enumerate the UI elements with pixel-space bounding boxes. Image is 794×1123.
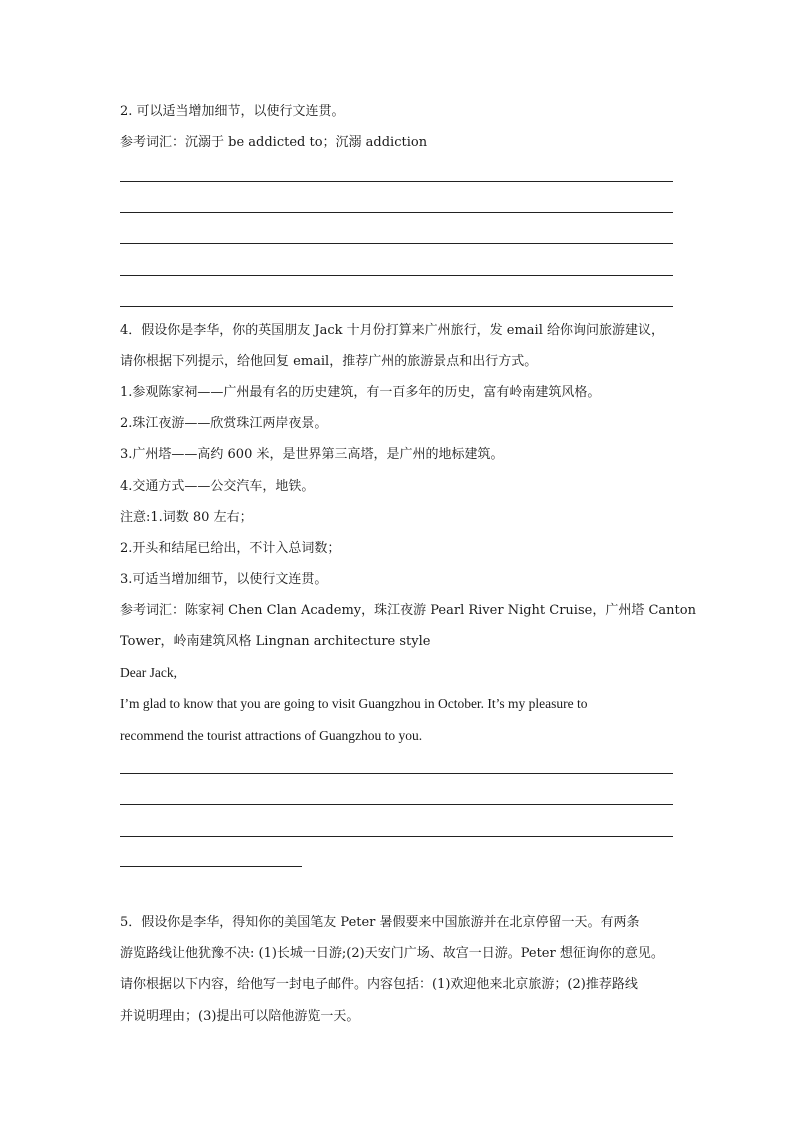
q4-tip-2: 2.珠江夜游——欣赏珠江两岸夜景。 [120,416,328,431]
answer-line [120,181,673,182]
answer-line [120,773,673,774]
q4-tip-1: 1.参观陈家祠——广州最有名的历史建筑，有一百多年的历史，富有岭南建筑风格。 [120,385,601,400]
q4-vocab-line-2: Tower，岭南建筑风格 Lingnan architecture style [120,634,431,649]
instruction-item-2: 2. 可以适当增加细节，以使行文连贯。 [120,104,345,119]
q4-note-2: 2.开头和结尾已给出，不计入总词数； [120,541,341,556]
answer-line [120,306,673,307]
q4-prompt-line-1: 4．假设你是李华，你的英国朋友 Jack 十月份打算来广州旅行，发 email 给你询问旅游建议， [120,323,665,338]
answer-line [120,243,673,244]
q5-line-4: 并说明理由；(3)提出可以陪他游览一天。 [120,1009,360,1024]
q4-tip-3: 3.广州塔——高约 600 米，是世界第三高塔，是广州的地标建筑。 [120,447,504,462]
answer-line [120,836,673,837]
q4-vocab-line-1: 参考词汇：陈家祠 Chen Clan Academy，珠江夜游 Pearl River Night Cruise，广州塔 Canton [120,603,696,618]
answer-line-short [120,866,302,867]
q4-prompt-line-2: 请你根据下列提示，给他回复 email，推荐广州的旅游景点和出行方式。 [120,354,538,369]
q5-line-1: 5．假设你是李华，得知你的美国笔友 Peter 暑假要来中国旅游并在北京停留一天。有两条 [120,915,640,930]
q4-note-1: 注意:1.词数 80 左右； [120,510,253,525]
answer-line [120,275,673,276]
letter-line-2: recommend the tourist attractions of Guangzhou to you. [120,728,423,743]
q5-line-2: 游览路线让他犹豫不决: (1)长城一日游;(2)天安门广场、故宫一日游。Peter 想征询你的意见。 [120,946,664,961]
q4-tip-4: 4.交通方式——公交汽车，地铁。 [120,479,315,494]
answer-line [120,212,673,213]
q5-line-3: 请你根据以下内容，给他写一封电子邮件。内容包括：(1)欢迎他来北京旅游；(2)推荐路线 [120,977,638,992]
answer-line [120,804,673,805]
letter-greeting: Dear Jack, [120,665,177,680]
vocabulary-hint: 参考词汇：沉溺于 be addicted to；沉溺 addiction [120,135,428,150]
q4-note-3: 3.可适当增加细节，以使行文连贯。 [120,572,328,587]
letter-line-1: I’m glad to know that you are going to visit Guangzhou in October. It’s my pleasure to [120,696,588,711]
